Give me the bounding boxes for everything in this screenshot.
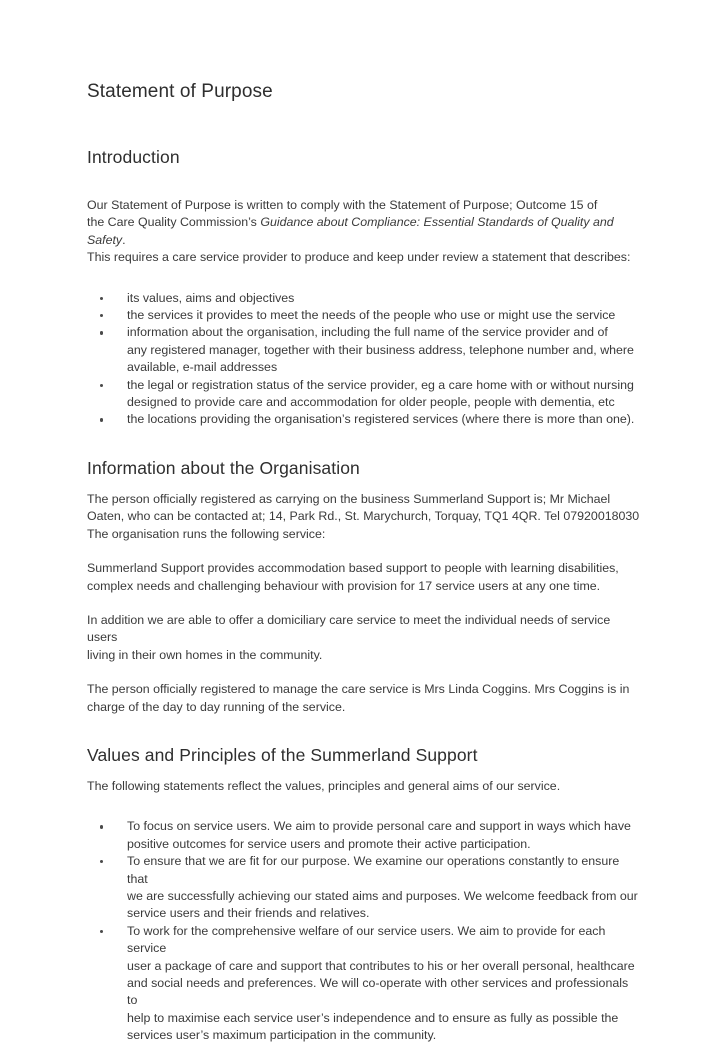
list-item-line: To work for the comprehensive welfare of our service users. We aim to provide for each service <box>127 923 606 956</box>
paragraph-line: complex needs and challenging behaviour with provision for 17 service users at any one time. <box>87 578 601 593</box>
spacer <box>87 595 640 612</box>
values-intro-paragraph <box>87 778 640 795</box>
list-item-line: To ensure that we are fit for our purpose. We examine our operations constantly to ensure that <box>127 854 620 886</box>
list-item <box>100 818 640 853</box>
spacer <box>87 104 640 146</box>
organisation-paragraph-4 <box>87 681 640 716</box>
spacer <box>87 767 640 778</box>
section-heading-organisation: Information about the Organisation <box>87 457 360 478</box>
list-item <box>100 377 640 412</box>
paragraph-line: Summerland Support provides accommodation based support to people with learning disabilities, <box>87 561 619 576</box>
spacer <box>87 664 640 681</box>
paragraph-line <box>87 214 640 231</box>
introduction-bullet-list <box>87 290 640 429</box>
list-item-line: information about the organisation, including the full name of the service provider and of <box>127 325 608 340</box>
spacer <box>87 169 640 197</box>
list-item <box>100 411 640 428</box>
spacer <box>87 543 640 560</box>
organisation-paragraph-3 <box>87 612 640 664</box>
spacer <box>87 267 640 290</box>
paragraph-line: In addition we are able to offer a domiciliary care service to meet the individual needs of service users <box>87 612 611 645</box>
list-item-line: its values, aims and objectives <box>127 290 295 305</box>
guidance-title-italic-cont: Safety <box>87 232 123 247</box>
spacer <box>87 429 640 457</box>
spacer <box>87 716 640 744</box>
list-item-line: the locations providing the organisation’s registered services (where there is more than one). <box>127 412 635 427</box>
guidance-title-italic: Guidance about Compliance: Essential Standards of Quality and <box>260 215 614 230</box>
list-item-line: any registered manager, together with their business address, telephone number and, where <box>127 342 634 357</box>
list-item-line: service users and their friends and relatives. <box>127 906 370 921</box>
paragraph-line: The organisation runs the following service: <box>87 526 326 541</box>
list-item-line: and social needs and preferences. We will co-operate with other services and professionals to <box>127 976 629 1008</box>
spacer <box>87 795 640 818</box>
values-bullet-list <box>87 818 640 1044</box>
paragraph-line: Our Statement of Purpose is written to comply with the Statement of Purpose; Outcome 15 of <box>87 198 598 212</box>
list-item-line: user a package of care and support that contributes to his or her overall personal, healthcare <box>127 958 635 973</box>
paragraph-line: The person officially registered to manage the care service is Mrs Linda Coggins. Mrs Coggins is in <box>87 682 630 697</box>
list-item-line: positive outcomes for service users and promote their active participation. <box>127 836 531 851</box>
paragraph-line: The following statements reflect the values, principles and general aims of our service. <box>87 778 561 793</box>
list-item-line: To focus on service users. We aim to provide personal care and support in ways which have <box>127 819 631 834</box>
paragraph-line <box>87 232 640 249</box>
list-item-line: available, e-mail addresses <box>127 360 278 375</box>
list-item <box>100 307 640 324</box>
paragraph-line: This requires a care service provider to produce and keep under review a statement that describes: <box>87 250 631 265</box>
organisation-paragraph-2 <box>87 560 640 595</box>
list-item <box>100 923 640 1045</box>
section-heading-values: Values and Principles of the Summerland Support <box>87 744 478 765</box>
document-title: Statement of Purpose <box>87 81 273 102</box>
list-item-line: designed to provide care and accommodation for older people, people with dementia, etc <box>127 395 615 410</box>
list-item-line: help to maximise each service user’s independence and to ensure as fully as possible the <box>127 1010 619 1025</box>
paragraph-line: The person officially registered as carrying on the business Summerland Support is; Mr Michael <box>87 491 611 506</box>
organisation-paragraph-1 <box>87 491 640 543</box>
paragraph-line-text: the Care Quality Commission’s <box>87 215 261 230</box>
list-item-line: we are successfully achieving our stated aims and purposes. We welcome feedback from our <box>127 888 638 903</box>
list-item <box>100 290 640 307</box>
list-item-line: the legal or registration status of the service provider, eg a care home with or without nursing <box>127 377 634 392</box>
paragraph-line: charge of the day to day running of the service. <box>87 699 346 714</box>
paragraph-line-text: . <box>122 232 126 247</box>
introduction-paragraph <box>87 197 640 267</box>
spacer <box>87 480 640 491</box>
paragraph-line: living in their own homes in the community. <box>87 647 323 662</box>
list-item <box>100 853 640 923</box>
list-item <box>100 324 640 376</box>
list-item-line: the services it provides to meet the needs of the people who use or might use the service <box>127 308 616 323</box>
section-heading-introduction: Introduction <box>87 147 180 167</box>
list-item-line: services user’s maximum participation in the community. <box>127 1028 437 1043</box>
paragraph-line: Oaten, who can be contacted at; 14, Park Rd., St. Marychurch, Torquay, TQ1 4QR. Tel 07920018030 <box>87 509 640 524</box>
